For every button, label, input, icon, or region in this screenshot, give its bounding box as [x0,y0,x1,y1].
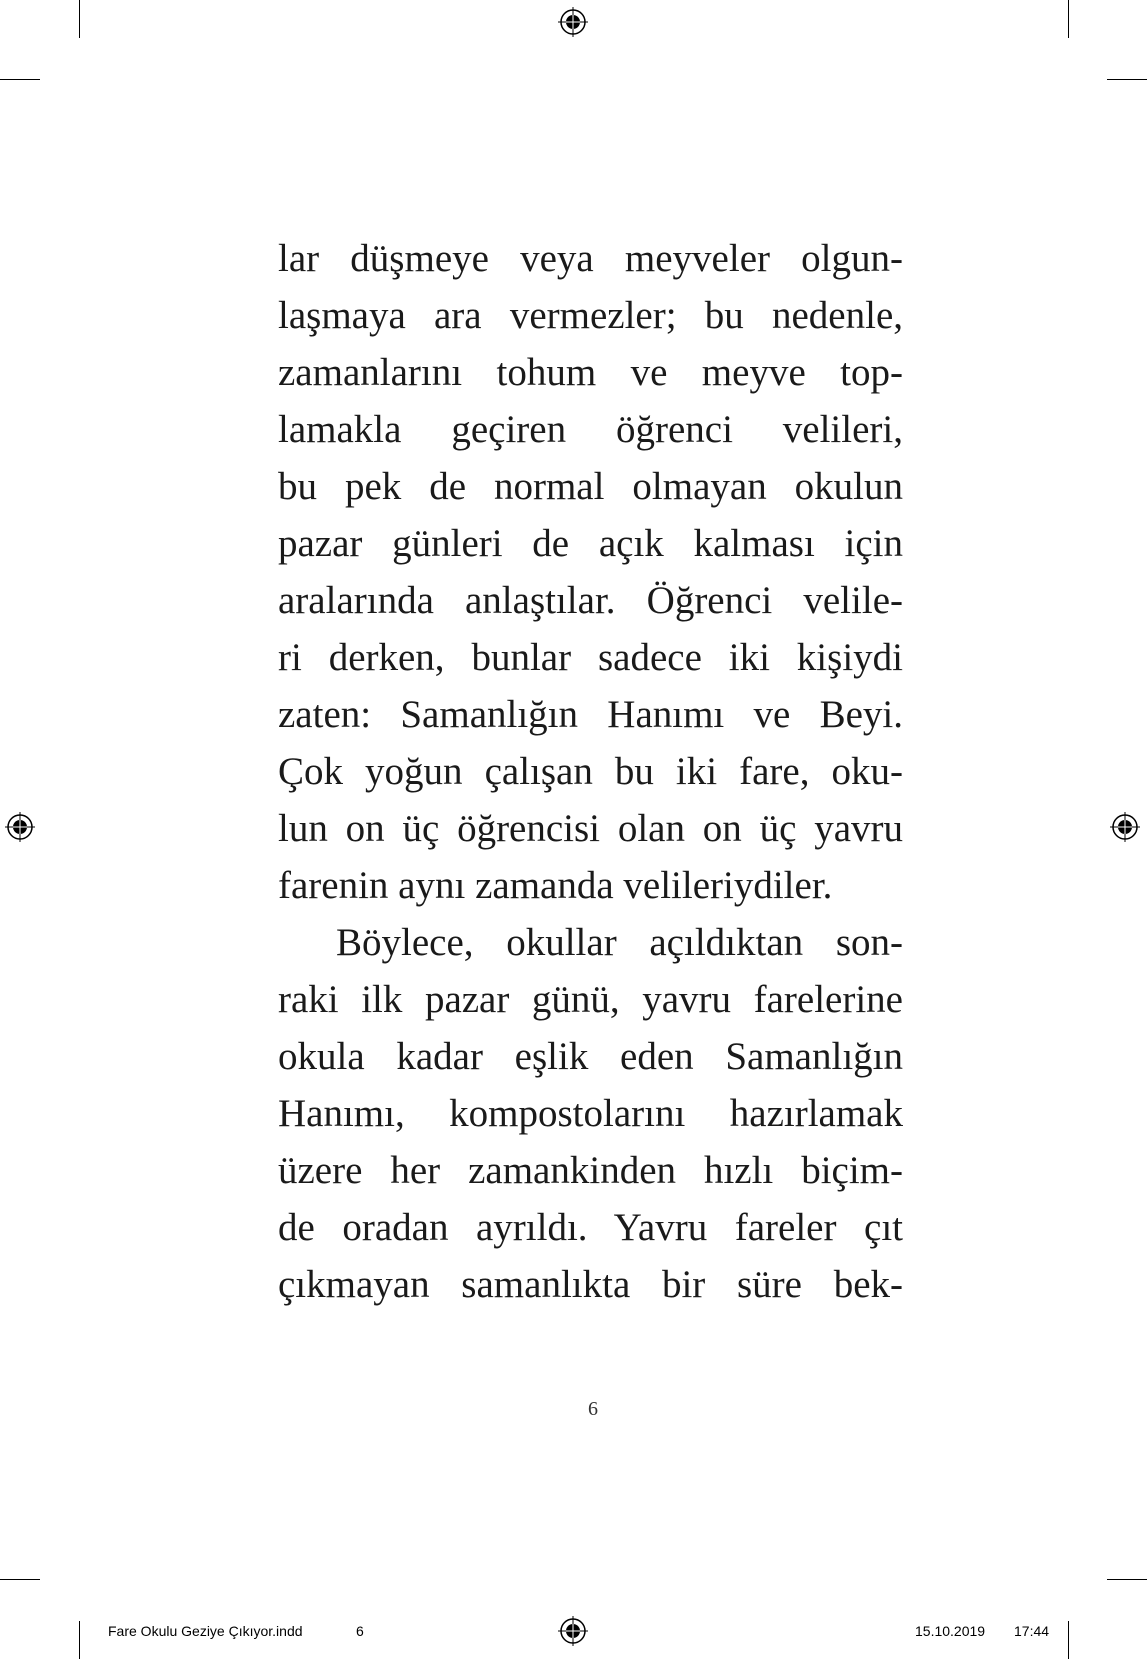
text-line: farenin aynı zamanda velileriydiler. [278,864,833,907]
crop-mark [1068,0,1069,38]
text-line: ri derken, bunlar sadece iki kişiydi [278,636,903,679]
crop-mark [1068,1621,1069,1659]
text-line: raki ilk pazar günü, yavru farelerine [278,978,903,1021]
text-line: bu pek de normal olmayan okulun [278,465,903,508]
registration-mark-icon [5,812,35,842]
text-line: lun on üç öğrencisi olan on üç yavru [278,807,903,850]
slug-date: 15.10.2019 [915,1623,986,1639]
slug-page-number: 6 [356,1623,364,1639]
registration-mark-icon [1110,812,1140,842]
slug-time: 17:44 [1014,1623,1050,1639]
text-line: zamanlarını tohum ve meyve top- [278,351,903,394]
text-line: zaten: Samanlığın Hanımı ve Beyi. [278,693,903,736]
crop-mark [1107,79,1147,80]
text-line: Hanımı, kompostolarını hazırlamak [278,1092,903,1135]
text-line: Böylece, okullar açıldıktan son- [336,921,903,964]
slug-filename: Fare Okulu Geziye Çıkıyor.indd [108,1623,303,1639]
text-line: üzere her zamankinden hızlı biçim- [278,1149,903,1192]
text-line: pazar günleri de açık kalması için [278,522,903,565]
page-number: 6 [588,1398,598,1420]
text-line: aralarında anlaştılar. Öğrenci velile- [278,579,903,622]
crop-mark [79,1621,80,1659]
text-line: çıkmayan samanlıkta bir süre bek- [278,1263,903,1306]
crop-mark [0,79,40,80]
crop-mark [79,0,80,38]
crop-mark [1107,1579,1147,1580]
text-line: okula kadar eşlik eden Samanlığın [278,1035,903,1078]
registration-mark-icon [558,7,588,37]
text-line: de oradan ayrıldı. Yavru fareler çıt [278,1206,903,1249]
text-line: lamakla geçiren öğrenci velileri, [278,408,903,451]
text-line: Çok yoğun çalışan bu iki fare, oku- [278,750,903,793]
body-text [278,230,903,1313]
paragraph [278,230,903,914]
text-line: lar düşmeye veya meyveler olgun- [278,237,903,280]
paragraph [278,914,903,1313]
crop-mark [0,1579,40,1580]
registration-mark-icon [558,1616,588,1646]
text-line: laşmaya ara vermezler; bu nedenle, [278,294,903,337]
